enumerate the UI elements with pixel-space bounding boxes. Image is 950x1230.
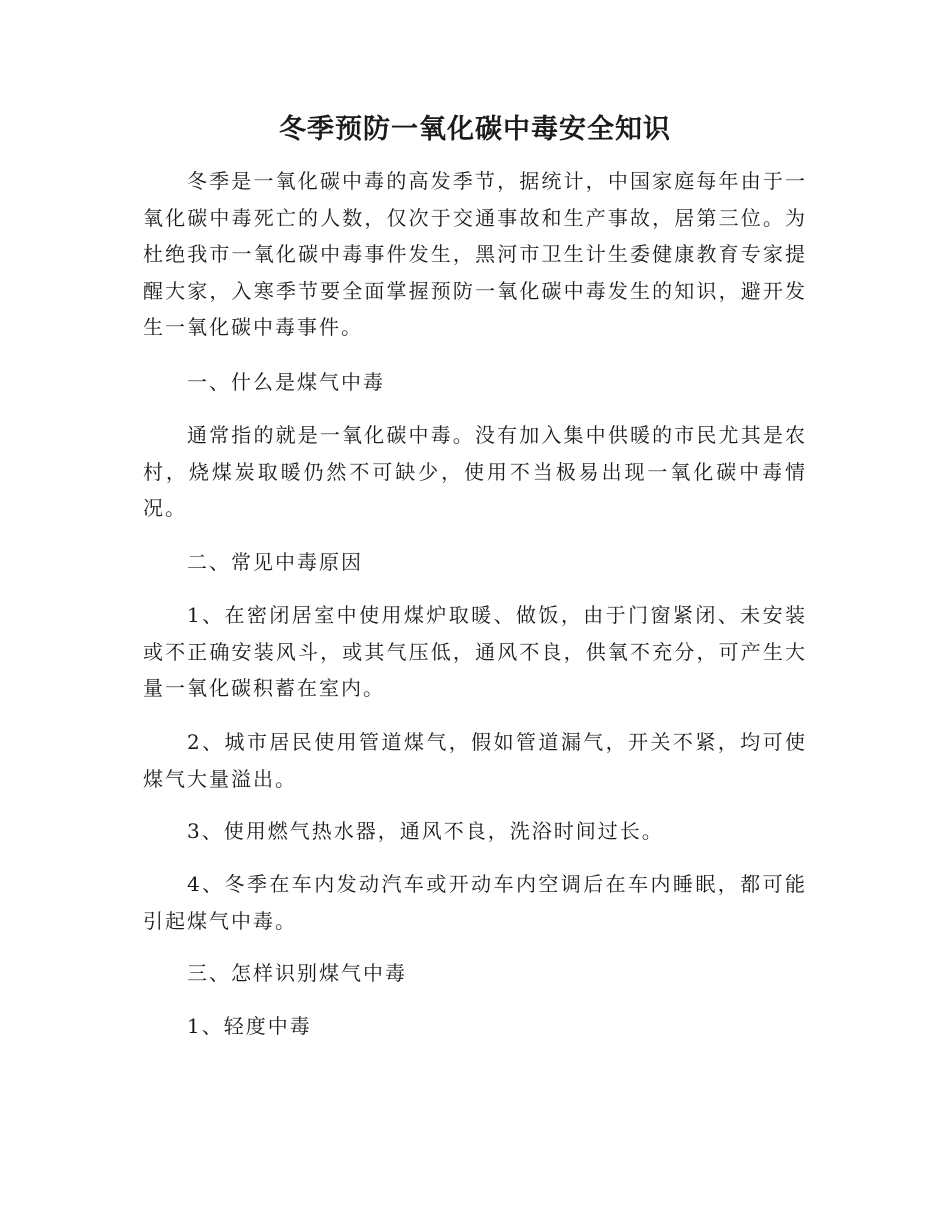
document-title: 冬季预防一氧化碳中毒安全知识 — [279, 114, 671, 145]
paragraph-definition: 通常指的就是一氧化碳中毒。没有加入集中供暖的市民尤其是农村，烧煤炭取暖仍然不可缺少，使用不当极易出现一氧化碳中毒情况。 — [143, 423, 807, 520]
symptom-item-1: 1、轻度中毒 — [187, 1014, 312, 1038]
intro-paragraph: 冬季是一氧化碳中毒的高发季节，据统计，中国家庭每年由于一氧化碳中毒死亡的人数，仅次于交通事故和生产事故，居第三位。为杜绝我市一氧化碳中毒事件发生，黑河市卫生计生委健康教育专家提醒大家，入寒季节要全面掌握预防一氧化碳中毒发生的知识，避开发生一氧化碳中毒事件。 — [143, 169, 807, 339]
section-heading-3: 三、怎样识别煤气中毒 — [187, 961, 407, 985]
section-heading-2: 二、常见中毒原因 — [187, 550, 363, 574]
cause-item-4: 4、冬季在车内发动汽车或开动车内空调后在车内睡眠，都可能引起煤气中毒。 — [143, 872, 807, 933]
cause-item-3: 3、使用燃气热水器，通风不良，洗浴时间过长。 — [187, 819, 664, 843]
cause-item-1: 1、在密闭居室中使用煤炉取暖、做饭，由于门窗紧闭、未安装或不正确安装风斗，或其气压低，通风不良，供氧不充分，可产生大量一氧化碳积蓄在室内。 — [143, 603, 807, 700]
cause-item-2: 2、城市居民使用管道煤气，假如管道漏气，开关不紧，均可使煤气大量溢出。 — [143, 730, 807, 791]
section-heading-1: 一、什么是煤气中毒 — [187, 370, 385, 394]
